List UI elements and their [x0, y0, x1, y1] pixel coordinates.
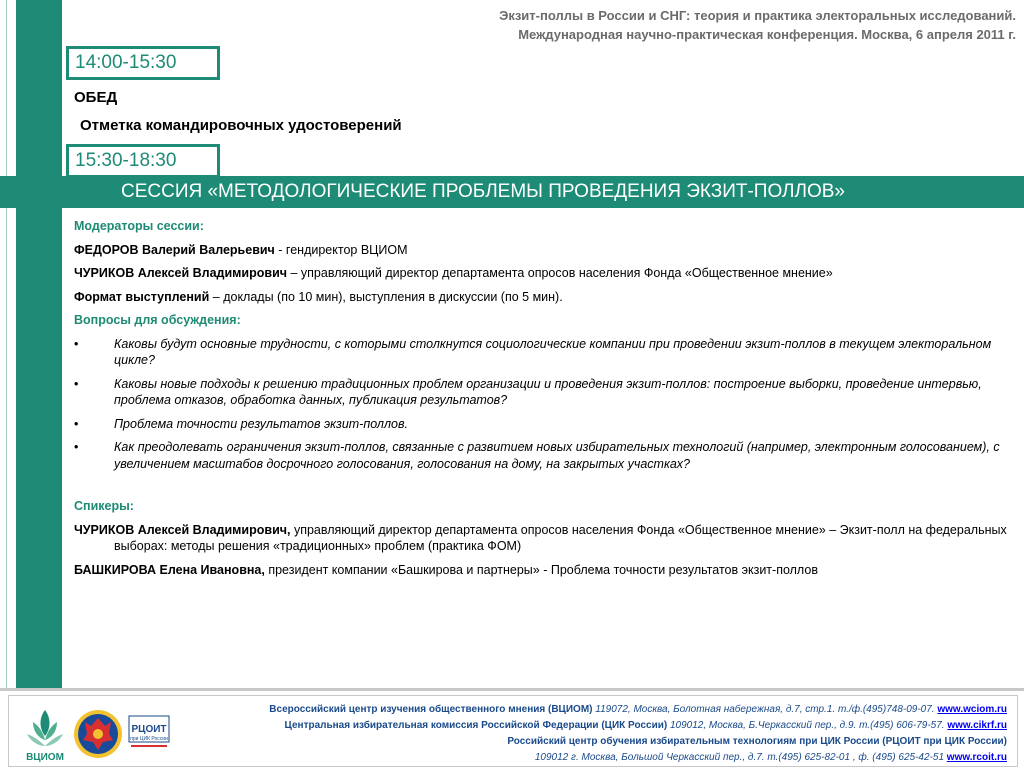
footer-line-1 [269, 702, 1007, 718]
question-text: Как преодолевать ограничения экзит-поллов, связанные с развитием новых избирательных технологий (например, электронным голосованием), с увеличением масштабов досрочного голосования, голосования на дому, на закрытых участках? [114, 440, 1000, 471]
question-text: Каковы будут основные трудности, с которыми столкнутся социологические компании при проведении экзит-поллов в текущем электоральном цикле? [114, 336, 992, 367]
footer-line-3 [269, 734, 1007, 750]
question-text: Каковы новые подходы к решению традиционных проблем организации и проведения экзит-поллов: построение выборки, проведение интервью, проблема отказов, обработка данных, публикация результатов? [114, 376, 982, 407]
lunch-label: ОБЕД [74, 89, 118, 106]
moderator-2-name: ЧУРИКОВ Алексей Владимирович [74, 266, 288, 280]
footer-line-4 [269, 750, 1007, 766]
rcoit-link[interactable]: www.rcoit.ru [946, 752, 1007, 763]
org2-name: Центральная избирательная комиссия Российской Федерации (ЦИК России) [284, 720, 668, 731]
time-slot-1: 14:00-15:30 [66, 46, 220, 80]
org3-name: Российский центр обучения избирательным технологиям при ЦИК России (РЦОИТ при ЦИК России) [507, 736, 1007, 747]
rcoit-logo-icon [129, 716, 169, 746]
cikrf-link[interactable]: www.cikrf.ru [947, 720, 1007, 731]
speaker-1-text: управляющий директор департамента опросов населения Фонда «Общественное мнение» – Экзит-полл на федеральных выборах: методы решения «традиционных» проблем (практика ФОМ) [114, 522, 1007, 553]
bullet-icon: • [74, 440, 79, 454]
footer [0, 688, 1024, 771]
speaker-2-text: президент компании «Башкирова и партнеры» - Проблема точности результатов экзит-поллов [264, 562, 818, 577]
moderators-heading: Модераторы сессии: [74, 219, 204, 233]
org1-name: Всероссийский центр изучения общественного мнения (ВЦИОМ) [269, 704, 593, 715]
list-item [74, 376, 1018, 409]
speaker-1-name: ЧУРИКОВ Алексей Владимирович, [74, 522, 291, 537]
questions-heading: Вопросы для обсуждения: [74, 313, 241, 327]
wciom-link[interactable]: www.wciom.ru [937, 704, 1007, 715]
rcoit-logo-text: РЦОИТ [131, 724, 167, 735]
footer-line-2 [269, 718, 1007, 734]
speaker-2 [74, 562, 1018, 579]
list-item [74, 416, 1018, 433]
left-accent-bar [16, 0, 62, 690]
footer-frame [8, 695, 1018, 767]
header-line-2: Международная научно-практическая конференция. Москва, 6 апреля 2011 г. [518, 27, 1016, 42]
session-title: СЕССИЯ «МЕТОДОЛОГИЧЕСКИЕ ПРОБЛЕМЫ ПРОВЕДЕНИЯ ЭКЗИТ-ПОЛЛОВ» [121, 181, 845, 202]
bullet-icon: • [74, 376, 79, 391]
rcoit-logo-subtext: при ЦИК России [130, 736, 168, 742]
moderator-1-name: ФЕДОРОВ Валерий Валерьевич [74, 242, 275, 257]
speaker-1 [74, 522, 1018, 555]
format-line [74, 289, 1018, 306]
moderator-2-role: – управляющий директор департамента опросов населения Фонда «Общественное мнение» [287, 266, 833, 280]
org1-address: 119072, Москва, Болотная набережная, д.7, стр.1. т./ф.(495)748-09-07. [592, 704, 938, 715]
moderator-1 [74, 242, 1018, 259]
speakers-heading: Спикеры: [74, 499, 134, 513]
wciom-logo-text: ВЦИОМ [26, 752, 64, 763]
bullet-icon: • [74, 336, 79, 351]
header-line-1: Экзит-поллы в России и СНГ: теория и практика электоральных исследований. [499, 8, 1016, 23]
list-item [74, 439, 1018, 472]
cik-emblem-icon [74, 710, 122, 758]
format-text: – доклады (по 10 мин), выступления в дискуссии (по 5 мин). [209, 289, 563, 304]
time-slot-2: 15:30-18:30 [66, 144, 220, 178]
registration-label: Отметка командировочных удостоверений [80, 117, 402, 134]
moderator-1-role: - гендиректор ВЦИОМ [274, 242, 408, 257]
org2-address: 109012, Москва, Б.Черкасский пер., д.9. т.(495) 606-79-57. [667, 720, 948, 731]
question-text: Проблема точности результатов экзит-поллов. [114, 416, 408, 431]
footer-contacts [269, 702, 1007, 766]
format-label: Формат выступлений [74, 289, 210, 304]
left-thin-line [6, 0, 7, 690]
footer-logos [23, 702, 173, 768]
wciom-logo-icon [26, 710, 64, 763]
org3-address: 109012 г. Москва, Большой Черкасский пер., д.7. т.(495) 625-82-01 , ф. (495) 625-42-51 [534, 752, 947, 763]
speaker-2-name: БАШКИРОВА Елена Ивановна, [74, 562, 265, 577]
main-content [74, 218, 1018, 585]
list-item [74, 336, 1018, 369]
moderator-2 [74, 265, 1018, 282]
page-header [316, 6, 1016, 44]
session-title-bar [0, 176, 1024, 208]
bullet-icon: • [74, 416, 79, 431]
